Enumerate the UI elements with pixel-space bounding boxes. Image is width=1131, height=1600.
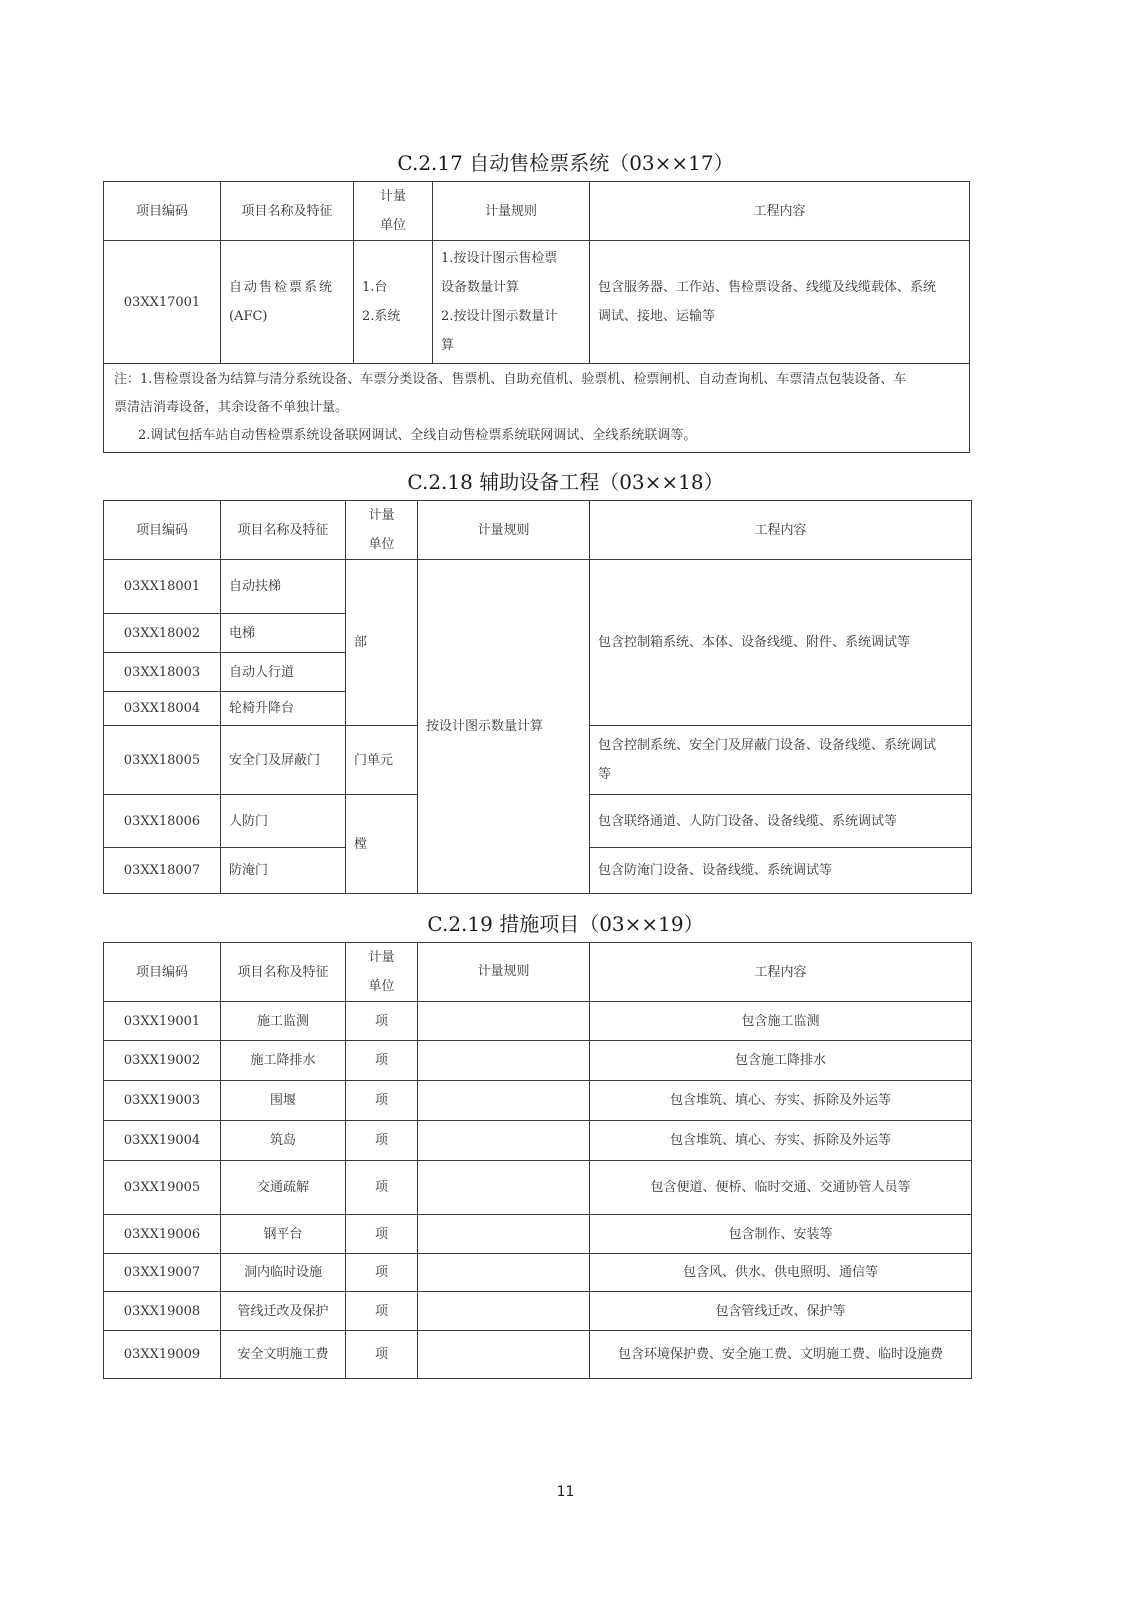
header-name: 项目名称及特征 <box>221 501 346 560</box>
cell-content-6: 包含联络通道、人防门设备、设备线缆、系统调试等 <box>590 795 972 848</box>
cell-name: 自动人行道 <box>221 653 346 692</box>
cell-rule <box>418 1002 590 1041</box>
cell-name: 交通疏解 <box>221 1161 346 1215</box>
cell-content: 包含风、供水、供电照明、通信等 <box>590 1254 972 1292</box>
cell-content: 包含堆筑、填心、夯实、拆除及外运等 <box>590 1121 972 1161</box>
cell-rule <box>418 1161 590 1215</box>
page-number: 11 <box>556 1484 575 1500</box>
table-row <box>104 1215 972 1254</box>
section-19-title: C.2.19 措施项目（03××19） <box>427 912 704 936</box>
header-unit: 计量 单位 <box>346 943 418 1002</box>
table-row <box>104 1331 972 1379</box>
table-row <box>104 241 970 364</box>
cell-code: 03XX19006 <box>104 1215 221 1254</box>
header-content: 工程内容 <box>590 501 972 560</box>
cell-rule <box>418 1254 590 1292</box>
header-name: 项目名称及特征 <box>221 182 354 241</box>
cell-name: 自动扶梯 <box>221 560 346 614</box>
cell-name: 自动售检票系统 (AFC) <box>221 241 354 364</box>
cell-unit-tang: 樘 <box>346 795 418 894</box>
cell-code: 03XX18003 <box>104 653 221 692</box>
cell-unit-bu: 部 <box>346 560 418 726</box>
table-row <box>104 1121 972 1161</box>
cell-unit: 项 <box>346 1331 418 1379</box>
cell-unit: 项 <box>346 1121 418 1161</box>
cell-unit: 项 <box>346 1161 418 1215</box>
cell-unit-menunit: 门单元 <box>346 726 418 795</box>
table-row <box>104 1002 972 1041</box>
cell-name: 施工降排水 <box>221 1041 346 1081</box>
cell-name: 安全文明施工费 <box>221 1331 346 1379</box>
header-rule: 计量规则 <box>418 943 590 1002</box>
cell-unit: 项 <box>346 1002 418 1041</box>
header-row <box>104 943 972 1002</box>
cell-name: 施工监测 <box>221 1002 346 1041</box>
cell-content: 包含管线迁改、保护等 <box>590 1292 972 1331</box>
table-row <box>104 1292 972 1331</box>
cell-content: 包含施工监测 <box>590 1002 972 1041</box>
cell-name: 钢平台 <box>221 1215 346 1254</box>
cell-content: 包含制作、安装等 <box>590 1215 972 1254</box>
header-unit: 计量 单位 <box>354 182 433 241</box>
cell-content: 包含施工降排水 <box>590 1041 972 1081</box>
table-c217 <box>103 181 970 453</box>
cell-rule <box>418 1292 590 1331</box>
table-row <box>104 1081 972 1121</box>
cell-rule <box>418 1041 590 1081</box>
cell-code: 03XX18002 <box>104 614 221 653</box>
section-18-title: C.2.18 辅助设备工程（03××18） <box>407 470 724 494</box>
cell-code: 03XX19008 <box>104 1292 221 1331</box>
header-name: 项目名称及特征 <box>221 943 346 1002</box>
cell-code: 03XX19003 <box>104 1081 221 1121</box>
header-code: 项目编码 <box>104 501 221 560</box>
cell-content-7: 包含防淹门设备、设备线缆、系统调试等 <box>590 848 972 894</box>
cell-code: 03XX18004 <box>104 692 221 726</box>
header-rule: 计量规则 <box>418 501 590 560</box>
cell-unit: 项 <box>346 1254 418 1292</box>
cell-content-1-4: 包含控制箱系统、本体、设备线缆、附件、系统调试等 <box>590 560 972 726</box>
cell-code: 03XX17001 <box>104 241 221 364</box>
cell-unit: 项 <box>346 1081 418 1121</box>
cell-content-5: 包含控制系统、安全门及屏蔽门设备、设备线缆、系统调试 等 <box>590 726 972 795</box>
note-row <box>104 364 970 453</box>
header-row <box>104 501 972 560</box>
table-row <box>104 560 972 614</box>
cell-name: 筑岛 <box>221 1121 346 1161</box>
cell-name: 安全门及屏蔽门 <box>221 726 346 795</box>
cell-content: 包含环境保护费、安全施工费、文明施工费、临时设施费 <box>590 1331 972 1379</box>
header-content: 工程内容 <box>590 943 972 1002</box>
cell-unit: 1.台 2.系统 <box>354 241 433 364</box>
header-rule: 计量规则 <box>433 182 590 241</box>
header-unit: 计量 单位 <box>346 501 418 560</box>
cell-code: 03XX19002 <box>104 1041 221 1081</box>
cell-rule <box>418 1215 590 1254</box>
cell-code: 03XX19001 <box>104 1002 221 1041</box>
cell-unit: 项 <box>346 1215 418 1254</box>
cell-rule <box>418 1331 590 1379</box>
cell-rule: 1.按设计图示售检票 设备数量计算 2.按设计图示数量计 算 <box>433 241 590 364</box>
cell-name: 轮椅升降台 <box>221 692 346 726</box>
cell-code: 03XX18001 <box>104 560 221 614</box>
cell-rule <box>418 1121 590 1161</box>
header-row <box>104 182 970 241</box>
header-content: 工程内容 <box>590 182 970 241</box>
cell-code: 03XX19005 <box>104 1161 221 1215</box>
table-row <box>104 1041 972 1081</box>
cell-content: 包含服务器、工作站、售检票设备、线缆及线缆载体、系统 调试、接地、运输等 <box>590 241 970 364</box>
header-code: 项目编码 <box>104 182 221 241</box>
cell-name: 围堰 <box>221 1081 346 1121</box>
table-row <box>104 1161 972 1215</box>
cell-name: 电梯 <box>221 614 346 653</box>
section-17-title: C.2.17 自动售检票系统（03××17） <box>397 151 734 175</box>
cell-rule <box>418 1081 590 1121</box>
cell-code: 03XX19009 <box>104 1331 221 1379</box>
cell-code: 03XX18005 <box>104 726 221 795</box>
cell-content: 包含便道、便桥、临时交通、交通协管人员等 <box>590 1161 972 1215</box>
cell-code: 03XX18006 <box>104 795 221 848</box>
table-row <box>104 1254 972 1292</box>
cell-code: 03XX19004 <box>104 1121 221 1161</box>
cell-code: 03XX18007 <box>104 848 221 894</box>
cell-name: 人防门 <box>221 795 346 848</box>
header-code: 项目编码 <box>104 943 221 1002</box>
cell-unit: 项 <box>346 1292 418 1331</box>
cell-name: 防淹门 <box>221 848 346 894</box>
note-cell: 注：1.售检票设备为结算与清分系统设备、车票分类设备、售票机、自助充值机、验票机、检票闸机、自动查询机、车票清点包装设备、车 票清洁消毒设备，其余设备不单独计量。 2.调试包括车站自动售检票系统设备联网调试、全线自动售检票系统联网调试、全线系统联调等。 <box>104 364 970 453</box>
cell-name: 洞内临时设施 <box>221 1254 346 1292</box>
cell-name: 管线迁改及保护 <box>221 1292 346 1331</box>
cell-code: 03XX19007 <box>104 1254 221 1292</box>
table-c218 <box>103 500 972 894</box>
table-c219 <box>103 942 972 1379</box>
cell-rule: 按设计图示数量计算 <box>418 560 590 894</box>
cell-content: 包含堆筑、填心、夯实、拆除及外运等 <box>590 1081 972 1121</box>
cell-unit: 项 <box>346 1041 418 1081</box>
